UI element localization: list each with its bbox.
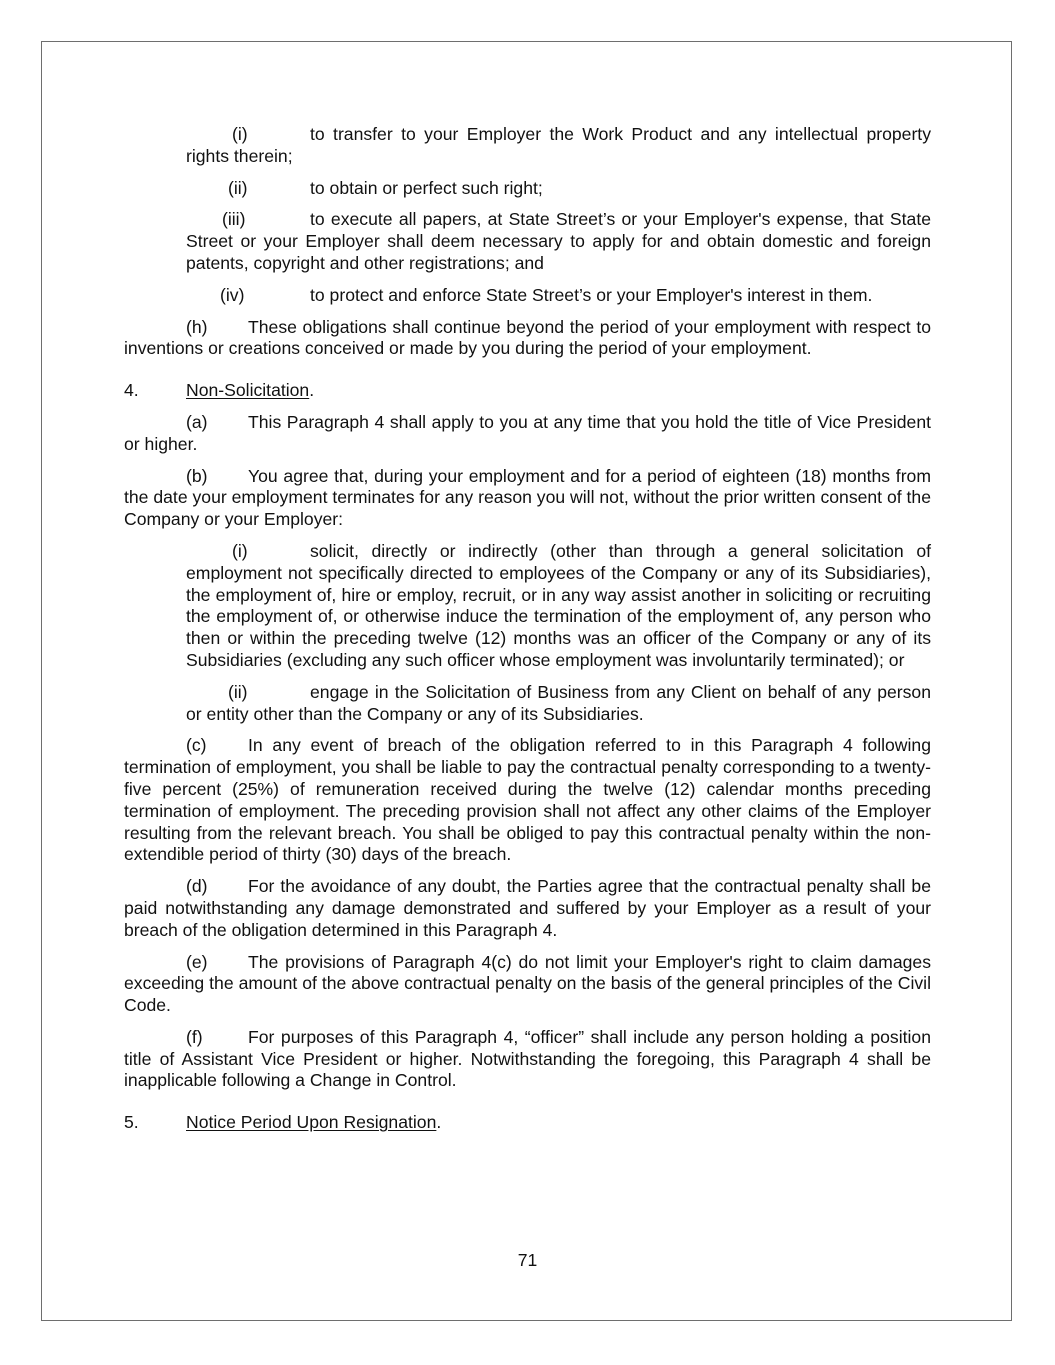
list-item-label: (ii) [228, 177, 248, 198]
paragraph-4b [124, 466, 931, 531]
list-item [186, 285, 931, 307]
paragraph-label: (f) [186, 1026, 203, 1047]
paragraph-label: (b) [186, 465, 208, 486]
document-body [124, 124, 931, 1134]
list-item-label: (ii) [228, 681, 248, 702]
paragraph-4d [124, 876, 931, 941]
section-heading-4 [124, 380, 931, 402]
paragraph-text: You agree that, during your employment and for a period of eighteen (18) months from the date your employment terminates for any reason you will not, without the prior written consent of the Company or your Employer: [124, 465, 931, 530]
paragraph-4a [124, 412, 931, 456]
list-item-text: engage in the Solicitation of Business from any Client on behalf of any person or entity other than the Company or any of its Subsidiaries. [186, 681, 931, 724]
section-title: Notice Period Upon Resignation [186, 1112, 437, 1133]
paragraph-label: (a) [186, 411, 208, 432]
section-title: Non-Solicitation [186, 380, 310, 401]
paragraph-label: (e) [186, 951, 208, 972]
list-item-label: (i) [232, 540, 248, 561]
page-number: 71 [517, 1250, 538, 1270]
list-item [186, 209, 931, 274]
paragraph-text: In any event of breach of the obligation referred to in this Paragraph 4 following termination of employment, you shall be liable to pay the contractual penalty corresponding to a twenty-five percent (25%) of remuneration received during the twelve (12) calendar months preceding termination of employment. The preceding provision shall not affect any other claims of the Employer resulting from the relevant breach. You shall be obliged to pay this contractual penalty within the non-extendible period of thirty (30) days of the breach. [124, 735, 931, 865]
list-item [186, 682, 931, 726]
paragraph-h [124, 317, 931, 361]
section-title-suffix: . [436, 1112, 442, 1133]
list-item-text: solicit, directly or indirectly (other than through a general solicitation of employment not specifically directed to employees of the Company or any of its Subsidiaries), the employment of, hire or employ, recruit, or in any way assist another in soliciting or recruiting the employment of, or otherwise induce the termination of the employment of, any person who then or within the preceding twelve (12) months was an officer of the Company or any of its Subsidiaries (excluding any such officer whose employment was involuntarily terminated); or [186, 540, 931, 670]
list-item-label: (i) [232, 124, 248, 144]
list-item [186, 178, 931, 200]
paragraph-4e [124, 952, 931, 1017]
paragraph-4f [124, 1027, 931, 1092]
paragraph-label: (h) [186, 316, 208, 337]
list-item-text: to transfer to your Employer the Work Product and any intellectual property rights therein; [186, 124, 931, 166]
paragraph-text: The provisions of Paragraph 4(c) do not limit your Employer's right to claim damages exceeding the amount of the above contractual penalty on the basis of the general principles of the Civil Code. [124, 951, 931, 1016]
paragraph-text: For purposes of this Paragraph 4, “officer” shall include any person holding a position title of Assistant Vice President or higher. Notwithstanding the foregoing, this Paragraph 4 shall be inapplicable following a Change in Control. [124, 1026, 931, 1091]
paragraph-text: These obligations shall continue beyond the period of your employment with respect to inventions or creations conceived or made by you during the period of your employment. [124, 316, 931, 359]
list-item [186, 124, 931, 168]
list-item-label: (iii) [222, 209, 246, 230]
section-heading-5 [124, 1112, 931, 1134]
paragraph-label: (d) [186, 876, 208, 897]
paragraph-label: (c) [186, 735, 207, 756]
list-item-text: to protect and enforce State Street’s or your Employer's interest in them. [310, 284, 873, 305]
list-item [186, 541, 931, 672]
list-item-text: to obtain or perfect such right; [310, 177, 543, 198]
list-item-text: to execute all papers, at State Street’s or your Employer's expense, that State Street or your Employer shall deem necessary to apply for and obtain domestic and foreign patents, copyright and other registrations; and [186, 209, 931, 273]
paragraph-4c [124, 735, 931, 866]
paragraph-text: For the avoidance of any doubt, the Parties agree that the contractual penalty shall be paid notwithstanding any damage demonstrated and suffered by your Employer as a result of your breach of the obligation determined in this Paragraph 4. [124, 876, 931, 940]
list-item-label: (iv) [220, 284, 245, 305]
section-number: 4. [124, 380, 139, 401]
section-number: 5. [124, 1112, 139, 1133]
section-title-suffix: . [309, 380, 315, 401]
paragraph-text: This Paragraph 4 shall apply to you at any time that you hold the title of Vice President or higher. [124, 411, 931, 454]
